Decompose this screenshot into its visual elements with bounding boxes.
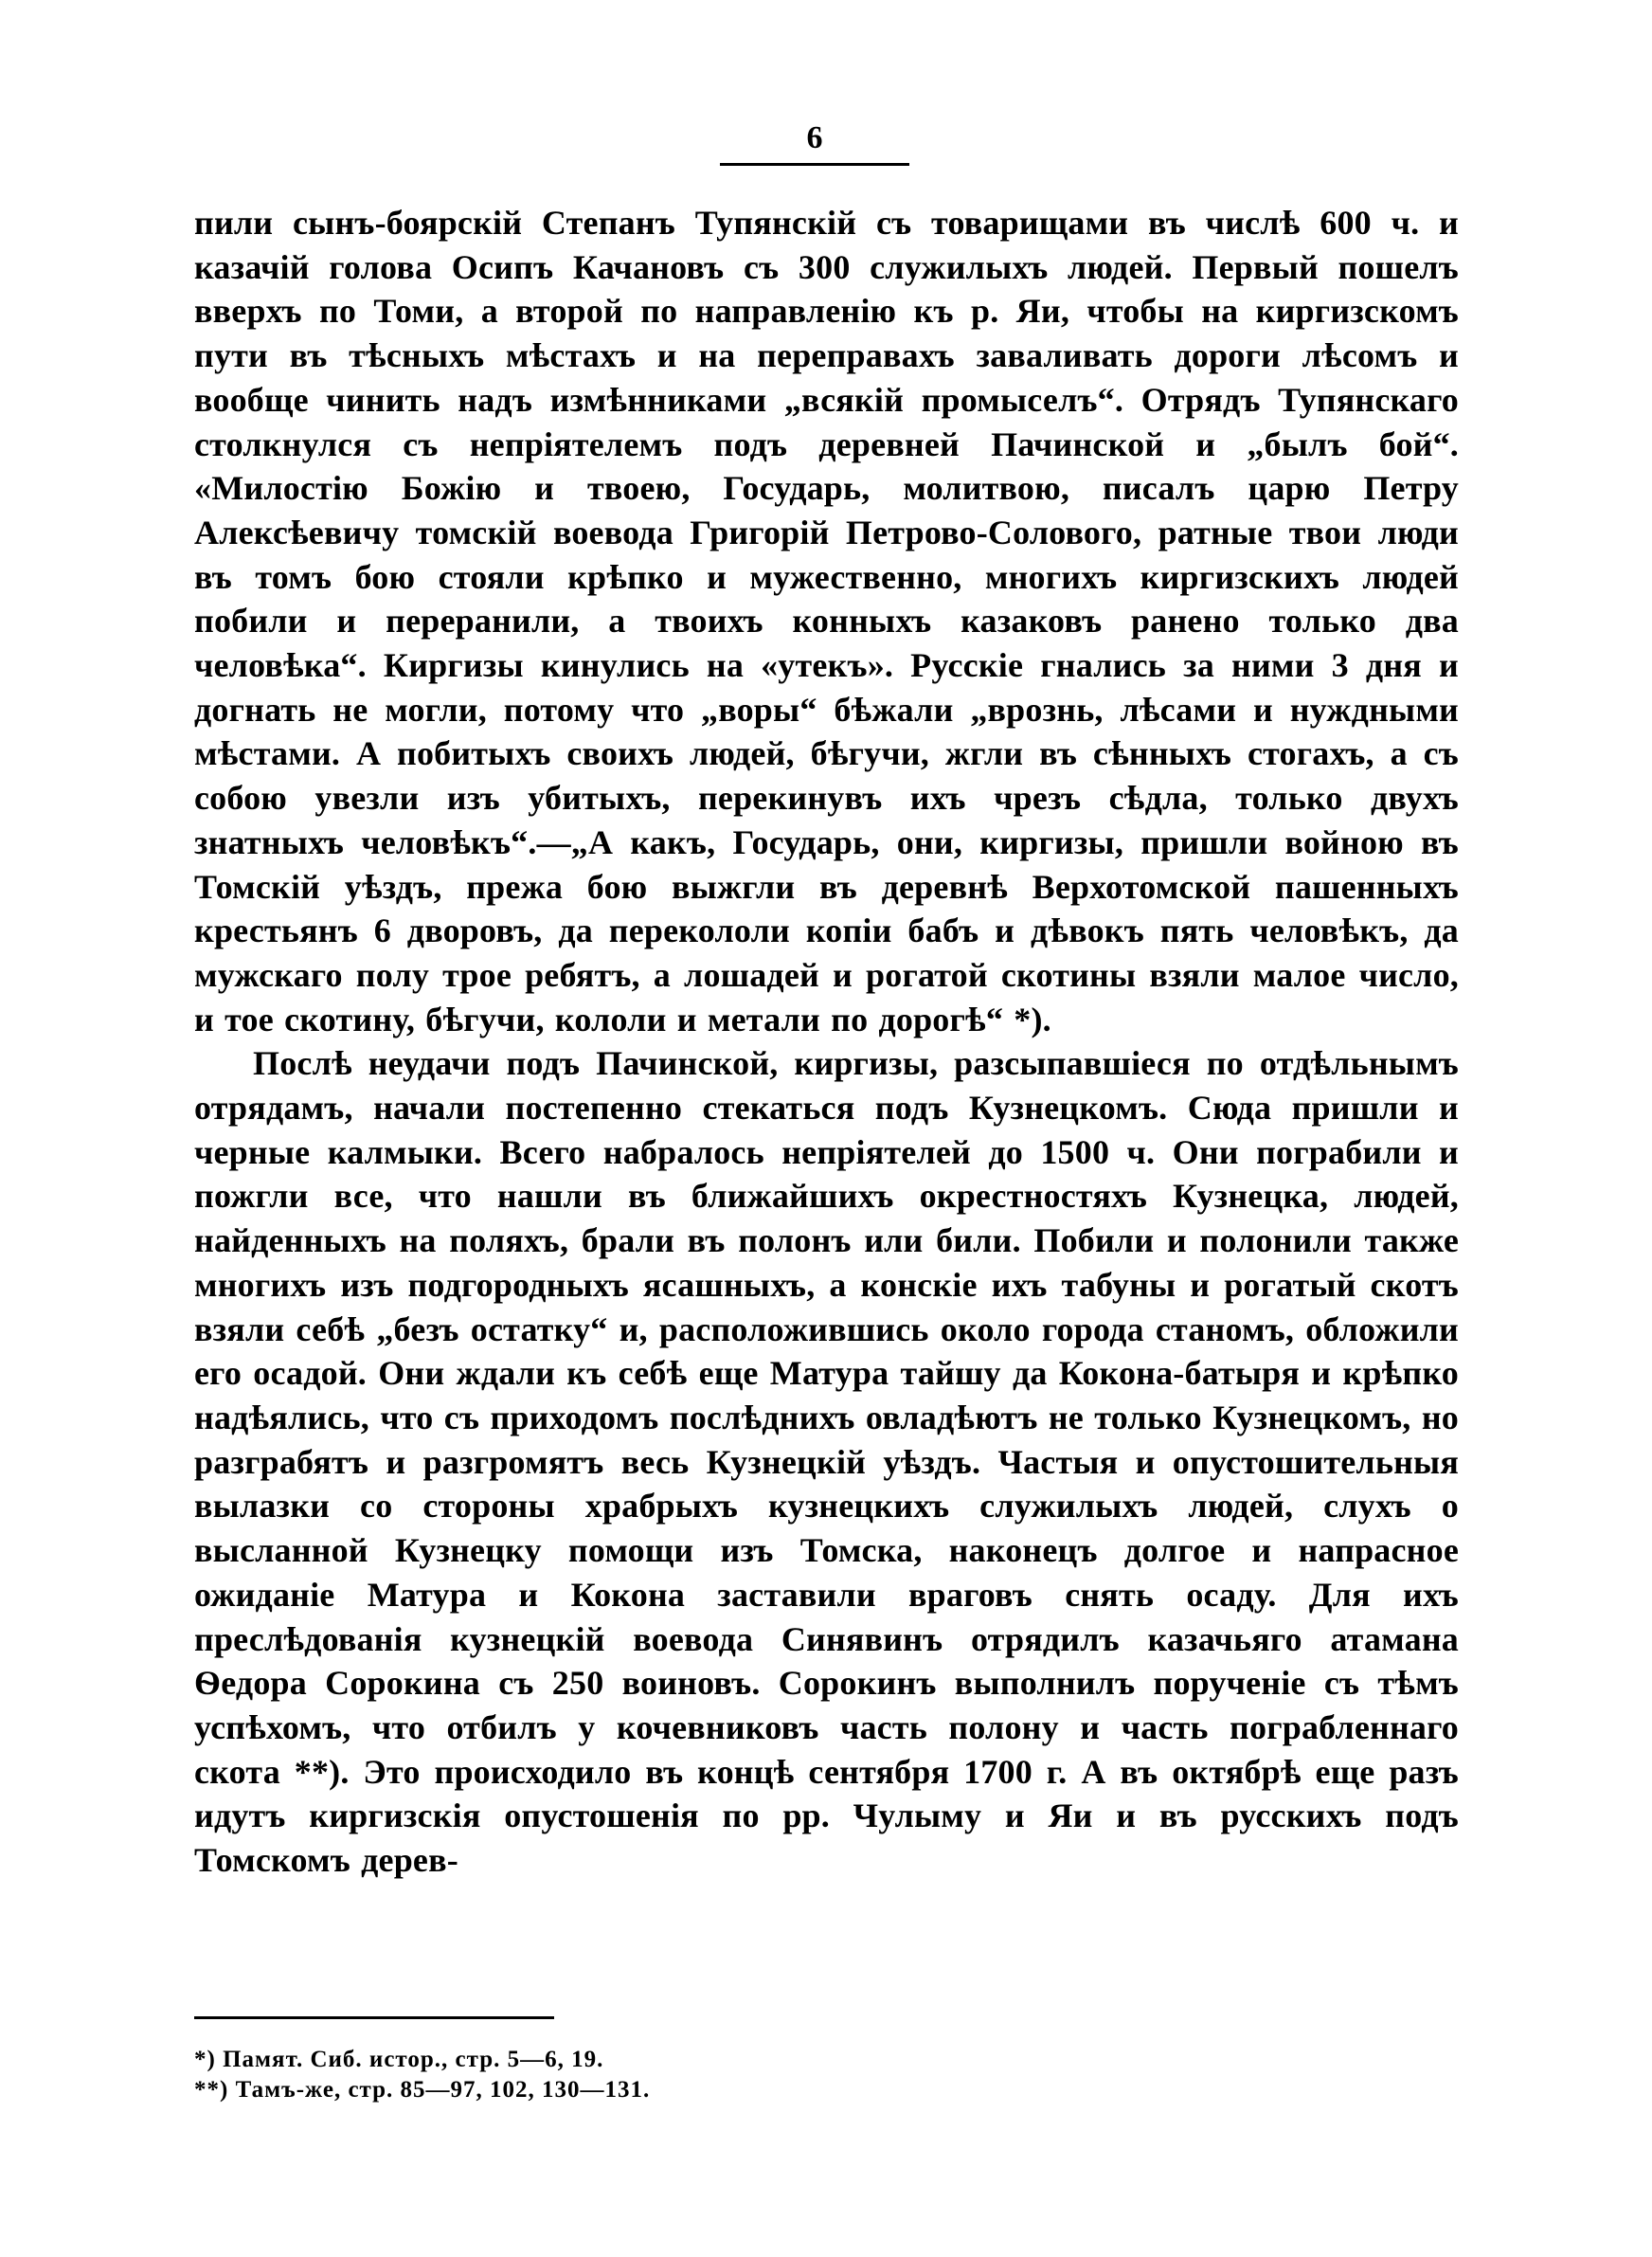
body-text [194,201,1459,1883]
page-number: 6 [806,120,823,155]
footnotes [194,2045,1459,2105]
paragraph-continuation: пили сынъ-боярскій Степанъ Тупянскій съ товарищами въ числѣ 600 ч. и казачій голова Осипъ Качановъ съ 300 служилыхъ людей. Первый пошелъ вверхъ по Томи, а второй по направленію къ р. Яи, чтобы на киргизскомъ пути въ тѣсныхъ мѣстахъ и на переправахъ заваливать дороги лѣсомъ и вообще чинить надъ измѣнниками „всякій промыселъ“. Отрядъ Тупянскаго столкнулся съ непріятелемъ подъ деревней Пачинской и „былъ бой“. «Милостію Божію и твоею, Государь, молитвою, писалъ царю Петру Алексѣевичу томскій воевода Григорій Петрово-Солового, ратные твои люди въ томъ бою стояли крѣпко и мужественно, многихъ киргизскихъ людей побили и переранили, а твоихъ конныхъ казаковъ ранено только два человѣка“. Киргизы кинулись на «утекъ». Русскіе гнались за ними 3 дня и догнать не могли, потому что „воры“ бѣжали „врознь, лѣсами и нуждными мѣстами. А побитыхъ своихъ людей, бѣгучи, жгли въ сѣнныхъ стогахъ, а съ собою увезли изъ убитыхъ, перекинувъ ихъ чрезъ сѣдла, только двухъ знатныхъ человѣкъ“.—„А какъ, Государь, они, киргизы, пришли войною въ Томскій уѣздъ, прежа бою выжгли въ деревнѣ Верхотомской пашенныхъ крестьянъ 6 дворовъ, да перекололи копіи бабъ и дѣвокъ пять человѣкъ, да мужскаго полу трое ребятъ, а лошадей и рогатой скотины взяли малое число, и тое скотину, бѣгучи, кололи и метали по дорогѣ“ *). [194,204,1459,1038]
paragraph-kuznetsk-siege: Послѣ неудачи подъ Пачинской, киргизы, разсыпавшіеся по отдѣльнымъ отрядамъ, начали постепенно стекаться подъ Кузнецкомъ. Сюда пришли и черные калмыки. Всего набралось непріятелей до 1500 ч. Они пограбили и пожгли все, что нашли въ ближайшихъ окрестностяхъ Кузнецка, людей, найденныхъ на поляхъ, брали въ полонъ или били. Побили и полонили также многихъ изъ подгородныхъ ясашныхъ, а конскіе ихъ табуны и рогатый скотъ взяли себѣ „безъ остатку“ и, расположившись около города станомъ, обложили его осадой. Они ждали къ себѣ еще Матура тайшу да Кокона-батыря и крѣпко надѣялись, что съ приходомъ послѣднихъ овладѣютъ не только Кузнецкомъ, но разграбятъ и разгромятъ весь Кузнецкій уѣздъ. Частыя и опустошительныя вылазки со стороны храбрыхъ кузнецкихъ служилыхъ людей, слухъ о высланной Кузнецку помощи изъ Томска, наконецъ долгое и напрасное ожиданіе Матура и Кокона заставили враговъ снять осаду. Для ихъ преслѣдованія кузнецкій воевода Синявинъ отрядилъ казачьяго атамана Ѳедора Сорокина съ 250 воиновъ. Сорокинъ выполнилъ порученіе съ тѣмъ успѣхомъ, что отбилъ у кочевниковъ часть полону и часть пограбленнаго скота **). Это происходило въ концѣ сентября 1700 г. А въ октябрѣ еще разъ идутъ киргизскія опустошенія по рр. Чулыму и Яи и въ русскихъ подъ Томскомъ дерев- [194,1044,1459,1880]
footnote-1: *) Памят. Сиб. истор., стр. 5—6, 19. [194,2047,604,2072]
footnote-rule [194,2016,554,2019]
header-rule [720,163,909,166]
page-header [194,114,1459,171]
footnote-2: **) Тамъ-же, стр. 85—97, 102, 130—131. [194,2077,651,2103]
document-page [194,114,1459,2179]
